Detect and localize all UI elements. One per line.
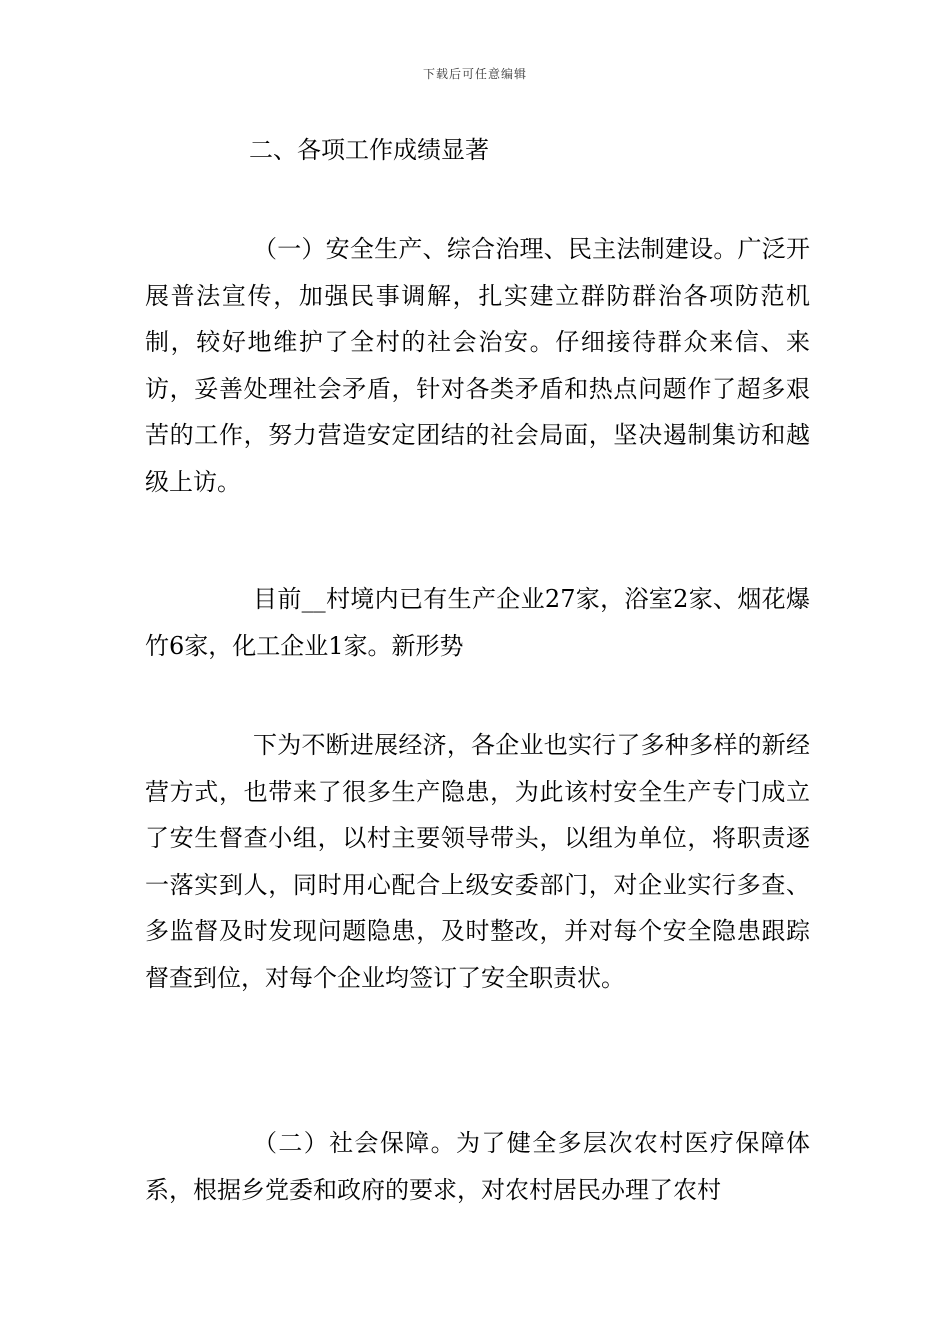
paragraph-enterprise-count: 目前__村境内已有生产企业27家，浴室2家、烟花爆竹6家，化工企业1家。新形势 [145,585,810,660]
section-heading: 二、各项工作成绩显著 [249,136,489,164]
paragraph-safety-supervision: 下为不断进展经济，各企业也实行了多种多样的新经营方式，也带来了很多生产隐患，为此该村安全生产专门成立了安生督查小组，以村主要领导带头，以组为单位，将职责逐一落实到人，同时用心配合上级安委部门，对企业实行多查、多监督及时发现问题隐患，及时整改，并对每个安全隐患跟踪督查到位，对每个企业均签订了安全职责状。 [145,731,810,992]
paragraph-social-security: （二）社会保障。为了健全多层次农村医疗保障体系，根据乡党委和政府的要求，对农村居民办理了农村 [145,1129,810,1204]
page-header-note: 下载后可任意编辑 [422,67,527,81]
paragraph-safety-governance: （一）安全生产、综合治理、民主法制建设。广泛开展普法宣传，加强民事调解，扎实建立群防群治各项防范机制，较好地维护了全村的社会治安。仔细接待群众来信、来访，妥善处理社会矛盾，针对各类矛盾和热点问题作了超多艰苦的工作，努力营造安定团结的社会局面，坚决遏制集访和越级上访。 [145,235,810,496]
